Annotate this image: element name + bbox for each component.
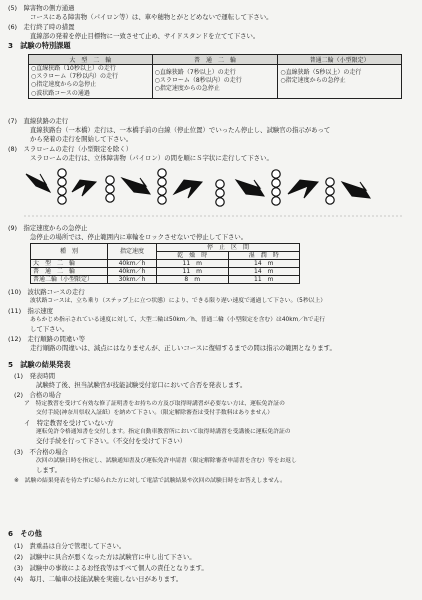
speed-cell: 40km／h <box>108 268 157 276</box>
pass-item-b: イ 特定教習を受けていない方 <box>24 419 114 427</box>
pylon-icon <box>216 180 224 188</box>
speed-cell: 40km／h <box>108 260 157 268</box>
pylon-icon <box>158 178 166 186</box>
large-task: ○直線狭路（10秒以上）の走行 <box>31 65 116 72</box>
standard-task: ○直線狭路（7秒以上）の走行 <box>154 69 236 76</box>
arrow-icon <box>72 180 96 196</box>
arrow-icon <box>342 182 370 198</box>
small-task: ○直線狭路（5秒以上）の走行 <box>280 69 362 76</box>
item-7-text-cont: から発着の走行を開始して下さい。 <box>30 135 133 143</box>
pass-item-a: ア 特定教習を受けて有効な修了証明書をお持ちの方及び取得時講習が必要ない方は、運転免許証の <box>24 401 285 407</box>
pylon-icon <box>216 198 224 206</box>
table-row <box>31 276 300 284</box>
other-item-1: (1) 貴重品は自分で管理して下さい。 <box>14 542 126 550</box>
standard-task: ○スラローム（8秒以内）の走行 <box>154 77 242 85</box>
small-tasks-cell <box>278 65 402 99</box>
item-12-heading: (12) 走行順路の間違い等 <box>8 335 86 343</box>
header-small: 普通二輪（小型限定） <box>278 55 402 65</box>
item-7-heading: (7) 直線狭路の走行 <box>8 117 69 125</box>
fail-heading: (3) 不合格の場合 <box>14 448 68 456</box>
pass-heading: (2) 合格の場合 <box>14 391 62 399</box>
header-standard: 普 通 二 輪 <box>152 55 278 65</box>
slalom-diagram <box>24 164 404 222</box>
pylon-icon <box>106 194 114 202</box>
header-dry: 乾 燥 時 <box>157 252 229 260</box>
item-11-text-cont: して下さい。 <box>30 325 69 333</box>
pylon-icon <box>272 179 280 187</box>
dry-cell: 11 m <box>157 260 229 268</box>
pylon-icon <box>326 196 334 204</box>
table-row <box>31 268 300 276</box>
item-8-heading: (8) スラロームの走行（小型限定を除く） <box>8 145 133 153</box>
section-6-heading: 6 その他 <box>8 529 42 538</box>
wet-cell: 14 m <box>228 268 300 276</box>
pylon-icon <box>58 169 66 177</box>
arrow-icon <box>26 174 50 192</box>
small-task: ○指定速度からの急停止 <box>280 77 346 85</box>
pylon-icon <box>158 169 166 177</box>
pylon-icon <box>58 196 66 204</box>
item-6-text: 直線部の発着を停止目標物に一致させて止め、サイドスタンドを立てて下さい。 <box>30 32 260 40</box>
pylon-icon <box>106 185 114 193</box>
large-task: ○指定速度からの急停止 <box>31 81 97 89</box>
item-9-text: 急停止の場所では、停止範囲内に車輪をロックさせないで停止して下さい。 <box>30 233 248 241</box>
stop-distance-table <box>30 243 300 284</box>
result-time-heading: (1) 発表時間 <box>14 372 56 380</box>
kind-cell: 大 型 二 輪 <box>31 260 108 268</box>
large-task: ○スラローム（7秒以内）の走行 <box>31 73 119 81</box>
header-speed: 指定速度 <box>108 244 157 260</box>
item-8-text: スラロームの走行は、立体障害物（パイロン）の間を順にＳ字状に走行して下さい。 <box>30 154 273 162</box>
fail-text: 次回の試験日時を指定し、試験通知書及び運転免許申請書（限定解除審査申請書を含む）等をお返し <box>36 458 297 464</box>
item-12-text: 走行順路の間違いは、減点にはなりませんが、正しいコースに復帰するまでの間は指示の範囲となります。 <box>30 344 336 352</box>
pylon-icon <box>272 197 280 205</box>
pylon-icon <box>326 187 334 195</box>
item-5-text: コースにある障害物（パイロン等）は、車や穂物とがとどめないで運転して下さい。 <box>30 13 273 21</box>
header-wet: 湿 潤 時 <box>228 252 300 260</box>
header-stop-range: 停 止 区 間 <box>157 244 300 252</box>
pass-item-b-text: 運転免許令格通知書を交付します。指定自動車教習所において取得時講習を受講後に運転免許証の <box>36 429 291 435</box>
header-kind: 種 別 <box>31 244 108 260</box>
wet-cell: 14 m <box>228 260 300 268</box>
item-9-heading: (9) 指定速度からの急停止 <box>8 224 88 232</box>
pass-item-a-cont: 交付手続(神奈川県収入証紙）を納めて下さい。（限定解除審査は受付手数料はありません） <box>36 410 274 416</box>
header-large: 大 型 二 輪 <box>29 55 153 65</box>
pylon-icon <box>158 187 166 195</box>
speed-cell: 30km／h <box>108 276 157 284</box>
wet-cell: 11 m <box>228 276 300 284</box>
item-10-heading: (10) 波状路コースの走行 <box>8 288 85 296</box>
kind-cell: 普 通 二 輪 <box>31 268 108 276</box>
arrow-icon <box>122 178 150 194</box>
dry-cell: 8 m <box>157 276 229 284</box>
item-11-heading: (11) 指示速度 <box>8 307 54 315</box>
large-task: ○波状路コースの通過 <box>31 89 90 97</box>
fail-text-cont: します。 <box>36 466 62 474</box>
other-item-4: (4) 毎月、二輪車の技能試験を実施しない日があります。 <box>14 575 183 583</box>
result-note: ※ 試験の結果発表を待たずに帰られた方に対して電話で試験結果や次回の試験日時をお答えしません。 <box>14 478 286 484</box>
pylon-icon <box>272 188 280 196</box>
item-6-heading: (6) 走行終了時の措置 <box>8 23 75 31</box>
item-11-text: あらかじめ指示されている速度に対して、大型二輪は50km／h、普通二輪（小型限定を含む）は40km／hで走行 <box>30 317 326 323</box>
section-3-heading: 3 試験の特別課題 <box>8 41 71 50</box>
pylon-icon <box>106 176 114 184</box>
item-5-heading: (5) 障害物の側方通過 <box>8 4 75 12</box>
pylon-icon <box>158 196 166 204</box>
section-5-heading: 5 試験の結果発表 <box>8 360 71 369</box>
pylon-icon <box>58 187 66 195</box>
result-time-text: 試験終了後、担当試験官が技能試験受付窓口において合否を発表します。 <box>36 381 247 389</box>
arrow-icon <box>236 180 264 196</box>
arrow-icon <box>288 180 318 198</box>
dry-cell: 11 m <box>157 268 229 276</box>
other-item-2: (2) 試験中に具合が悪くなった方は試験官に申し出て下さい。 <box>14 553 196 561</box>
item-10-text: 波状路コースは、立ち乗り（ステップ上に立つ状態）により、できる限り遅い速度で通過して下さい。（5秒以上） <box>30 298 327 304</box>
item-7-text: 直線狭路台（一本橋）走行は、一本橋手前の白線（停止位置）でいったん停止し、試験官の指示があって <box>30 126 331 134</box>
large-tasks-cell <box>29 65 153 99</box>
special-tasks-table <box>28 54 402 99</box>
standard-task: ○指定速度からの急停止 <box>154 85 220 93</box>
pass-item-b-cont: 交付手続を行って下さい。（不交付を受けて下さい） <box>36 437 187 445</box>
pylon-icon <box>58 178 66 186</box>
other-item-3: (3) 試験中の事故によるお怪我等はすべて個人の責任となります。 <box>14 564 208 572</box>
standard-tasks-cell <box>152 65 278 99</box>
arrow-icon <box>174 180 202 198</box>
kind-cell: 普通二輪（小型限定） <box>31 276 108 284</box>
pylon-icon <box>272 170 280 178</box>
pylon-icon <box>216 189 224 197</box>
table-row <box>31 260 300 268</box>
pylon-icon <box>326 178 334 186</box>
